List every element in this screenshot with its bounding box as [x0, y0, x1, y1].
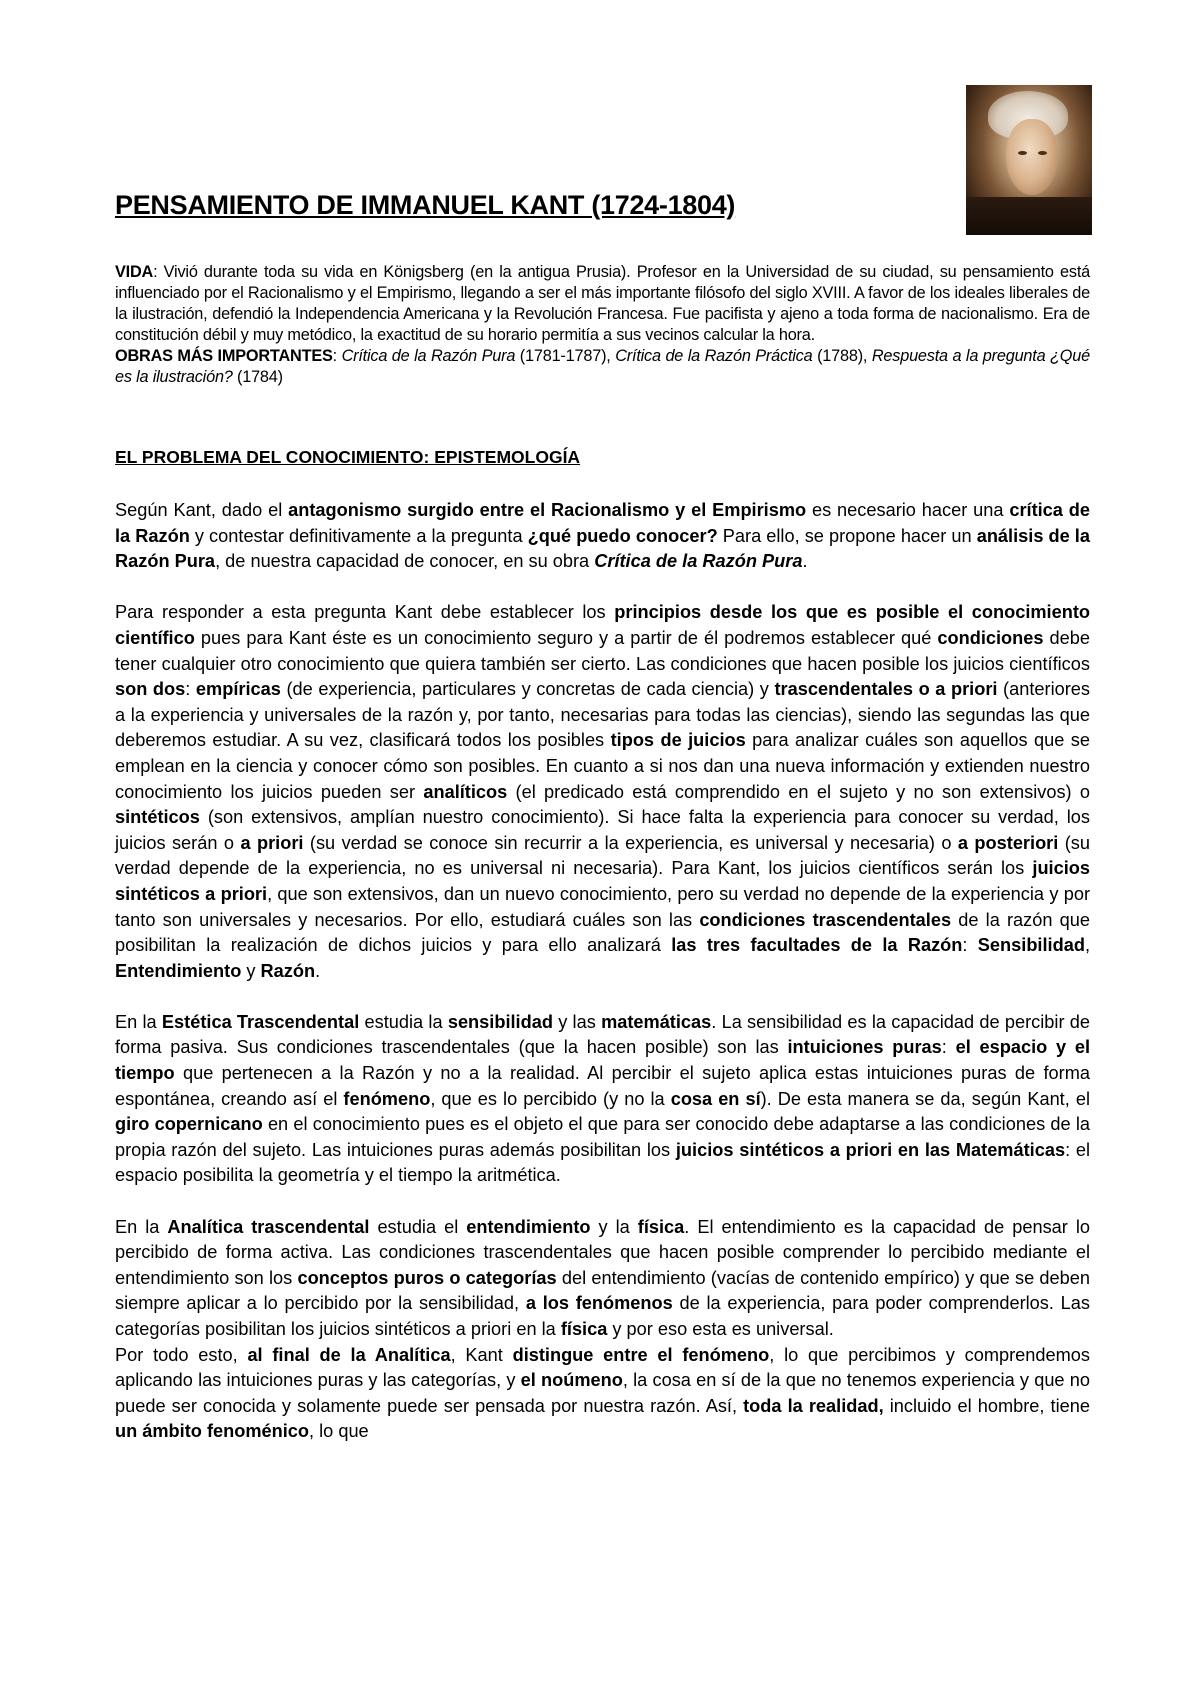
emphasis-text: toda la realidad, [743, 1395, 884, 1416]
emphasis-text: Sensibilidad [977, 935, 1085, 956]
emphasis-text: el noúmeno [520, 1370, 623, 1391]
paragraph-text: . La sensibilidad es la capacidad de percibir de forma pasiva. Sus condiciones trascendentales (que la hacen posible) son las [115, 1011, 1091, 1058]
obras-colon: : [332, 347, 342, 365]
paragraph-text: : [185, 679, 196, 700]
emphasis-text: un ámbito fenoménico [115, 1421, 310, 1442]
emphasis-text: las tres facultades de la Razón [671, 935, 963, 956]
paragraph-text: debe tener cualquier otro conocimiento que quiera también ser cierto. Las condiciones que hacen posible los juicios científicos [115, 627, 1090, 674]
emphasis-text: matemáticas [601, 1011, 712, 1032]
paragraph-text: (anteriores a la experiencia y universales de la razón y, por tanto, necesarias para todas las ciencias), siendo las segundas las que deberemos estudiar. A su vez, clasificará todos los posibles [115, 679, 1090, 751]
paragraph-text: en el conocimiento pues es el objeto el que para ser conocido debe adaptarse a las condiciones de la propia razón del sujeto. Las intuiciones puras además posibilitan los [115, 1114, 1090, 1160]
emphasis-text: Analítica trascendental [167, 1216, 370, 1237]
obra-years: (1781-1787), [515, 347, 616, 365]
emphasis-text: análisis de la Razón Pura [115, 525, 1090, 572]
emphasis-text: entendimiento [466, 1216, 591, 1237]
paragraph-text: . El entendimiento es la capacidad de pensar lo percibido de forma activa. Las condiciones trascendentales que hacen posible comprender lo percibido mediante el entendimiento son los [115, 1216, 1090, 1288]
paragraph-text: que pertenecen a la Razón y no a la realidad. Al percibir el sujeto aplica estas intuiciones puras de forma espontánea, creando así el [115, 1063, 1090, 1109]
emphasis-text: analíticos [423, 781, 508, 802]
vida-text: : Vivió durante toda su vida en Königsberg (en la antigua Prusia). Profesor en la Universidad de su ciudad, su pensamiento está influenciado por el Racionalismo y el Empirismo, llegando a ser el más importante filósofo del siglo XVIII. A favor de los ideales liberales de la ilustración, defendió la Independencia Americana y la Revolución Francesa. Fue pacifista y ajeno a toda forma de nacionalismo. Era de constitución débil y muy metódico, la exactitud de su horario permitía a sus vecinos calcular la hora. [115, 263, 1090, 344]
paragraph-text: , que son extensivos, dan un nuevo conocimiento, pero su verdad no depende de la experiencia y por tanto son universales y necesarios. Por ello, estudiará cuáles son las [115, 883, 1090, 930]
emphasis-text: Razón [260, 960, 316, 981]
emphasis-text: condiciones trascendentales [699, 909, 952, 930]
emphasis-text: al final de la Analítica [247, 1344, 451, 1365]
emphasis-text: tipos de juicios [610, 730, 746, 751]
emphasis-text: el espacio y el tiempo [115, 1037, 1091, 1084]
paragraph-text: En la [115, 1216, 168, 1237]
document-title: PENSAMIENTO DE IMMANUEL KANT (1724-1804) [115, 190, 736, 220]
emphasis-text: física [637, 1216, 685, 1237]
emphasis-text: Entendimiento [115, 960, 242, 981]
paragraph-text: Por todo esto, [115, 1344, 248, 1365]
emphasis-text: sintéticos [115, 807, 200, 828]
emphasis-text: conceptos puros o categorías [297, 1267, 557, 1288]
emphasis-text: principios desde los que es posible el conocimiento científico [115, 602, 1091, 648]
emphasis-text: Estética Trascendental [161, 1011, 360, 1032]
emphasis-text: a priori [240, 832, 304, 853]
emphasis-text: trascendentales o a priori [774, 679, 998, 700]
body-paragraph [115, 600, 1090, 984]
paragraph-text: , lo que percibimos y comprendemos aplicando las intuiciones puras y las categorías, y [115, 1344, 1091, 1391]
paragraph-text: Según Kant, dado el [115, 500, 289, 520]
paragraph-text: estudia el [369, 1216, 467, 1237]
paragraph-text: es necesario hacer una [806, 500, 1010, 520]
obra-years: (1784) [232, 368, 283, 386]
paragraph-text: , la cosa en sí de la que no tenemos experiencia y que no puede ser conocida y solamente puede ser pensada por nuestra razón. Así, [115, 1370, 1090, 1416]
emphasis-text: cosa en sí [670, 1088, 761, 1109]
paragraph-text: y [241, 960, 261, 981]
portrait-eye [1038, 151, 1047, 155]
paragraph-text: estudia la [359, 1011, 448, 1032]
section-title: EL PROBLEMA DEL CONOCIMIENTO: EPISTEMOLOGÍA [115, 447, 581, 467]
paragraph-text: incluido el hombre, tiene [883, 1395, 1090, 1416]
paragraph-text: , de nuestra capacidad de conocer, en su obra [215, 551, 595, 572]
emphasis-text: antagonismo surgido entre el Racionalismo y el Empirismo [288, 500, 807, 520]
paragraph-text: , lo que [309, 1421, 369, 1442]
portrait-face [1006, 119, 1058, 195]
obras-label: OBRAS MÁS IMPORTANTES [115, 347, 333, 365]
paragraph-text: (el predicado está comprendido en el sujeto y no son extensivos) o [507, 781, 1090, 802]
intro-block [115, 262, 1090, 388]
paragraph-text: (de experiencia, particulares y concretas de cada ciencia) y [280, 679, 775, 700]
paragraph-text: para analizar cuáles son aquellos que se emplean en la ciencia y conocer cómo son posibles. En cuanto a si nos dan una nueva información y extienden nuestro conocimiento los juicios pueden ser [115, 730, 1091, 802]
paragraph-text: y contestar definitivamente a la pregunta [189, 525, 528, 546]
emphasis-text: física [560, 1319, 608, 1339]
body-paragraph [115, 1343, 1090, 1445]
obra-title: Respuesta a la pregunta ¿Qué es la ilustración? [115, 347, 1090, 386]
emphasis-text: condiciones [937, 627, 1044, 648]
emphasis-text: empíricas [195, 679, 281, 700]
paragraph-text: Para ello, se propone hacer un [717, 525, 977, 546]
paragraph-text: ). De esta manera se da, según Kant, el [760, 1088, 1090, 1109]
paragraph-text: (son extensivos, amplían nuestro conocimiento). Si hace falta la experiencia para conocer su verdad, los juicios serán o [115, 807, 1090, 853]
paragraph-text: de la experiencia, para poder comprenderlos. Las categorías posibilitan los juicios sintéticos a priori en la [115, 1293, 1091, 1339]
body-paragraph [115, 498, 1090, 575]
paragraph-text: pues para Kant éste es un conocimiento seguro y a partir de él podremos establecer qué [194, 627, 938, 648]
emphasis-text: distingue entre el fenómeno [512, 1344, 770, 1365]
paragraph-text: (su verdad se conoce sin recurrir a la experiencia, es universal y necesaria) o [303, 832, 958, 853]
paragraph-text: de la razón que posibilitan la realización de dichos juicios y para ello analizará [115, 909, 1090, 956]
paragraph-text: y por eso esta es universal. [607, 1319, 834, 1339]
paragraph-text: : el espacio posibilita la geometría y el tiempo la aritmética. [115, 1139, 1091, 1186]
emphasis-text: ¿qué puedo conocer? [527, 525, 718, 546]
paragraph-text: , Kant [450, 1344, 513, 1365]
body-text [115, 498, 1090, 1445]
emphasis-text: fenómeno [343, 1088, 431, 1109]
paragraph-text: del entendimiento (vacías de contenido empírico) y que se deben siempre aplicar a lo percibido por la sensibilidad, [115, 1267, 1090, 1314]
paragraph-text: : [941, 1037, 956, 1058]
body-paragraph [115, 1215, 1090, 1343]
paragraph-text: : [962, 935, 978, 956]
emphasis-text: juicios sintéticos a priori [115, 858, 1090, 904]
obra-title: Crítica de la Razón Pura [341, 347, 516, 365]
paragraph-text: . [802, 551, 808, 572]
emphasis-text: juicios sintéticos a priori en las Matemáticas [675, 1139, 1066, 1160]
emphasis-text: crítica de la Razón [115, 500, 1090, 546]
emphasis-text: sensibilidad [447, 1011, 553, 1032]
paragraph-text: y la [590, 1216, 638, 1237]
obra-years: (1788), [812, 347, 872, 365]
emphasis-text: a posteriori [957, 832, 1059, 853]
emphasis-text: giro copernicano [115, 1114, 263, 1135]
body-paragraph [115, 1010, 1090, 1189]
emphasis-text: a los fenómenos [525, 1293, 673, 1314]
paragraph-text: y las [552, 1011, 602, 1032]
paragraph-text: , que es lo percibido (y no la [430, 1088, 671, 1109]
obra-title: Crítica de la Razón Práctica [615, 347, 813, 365]
portrait-eye [1018, 151, 1027, 155]
portrait-coat [966, 197, 1092, 235]
paragraph-text: , [1084, 935, 1090, 956]
paragraph-text: Para responder a esta pregunta Kant debe establecer los [115, 602, 615, 623]
paragraph-text: . [315, 960, 321, 981]
vida-paragraph [115, 262, 1090, 346]
kant-portrait-image [966, 85, 1092, 235]
paragraph-text: (su verdad depende de la experiencia, no es universal ni necesaria). Para Kant, los juicios científicos serán los [115, 832, 1091, 879]
emphasis-text: intuiciones puras [787, 1037, 942, 1058]
paragraph-text: En la [115, 1011, 162, 1032]
vida-label: VIDA [115, 263, 154, 281]
obras-paragraph [115, 346, 1090, 388]
emphasis-text: son dos [115, 679, 186, 700]
emphasis-text: Crítica de la Razón Pura [594, 551, 803, 572]
